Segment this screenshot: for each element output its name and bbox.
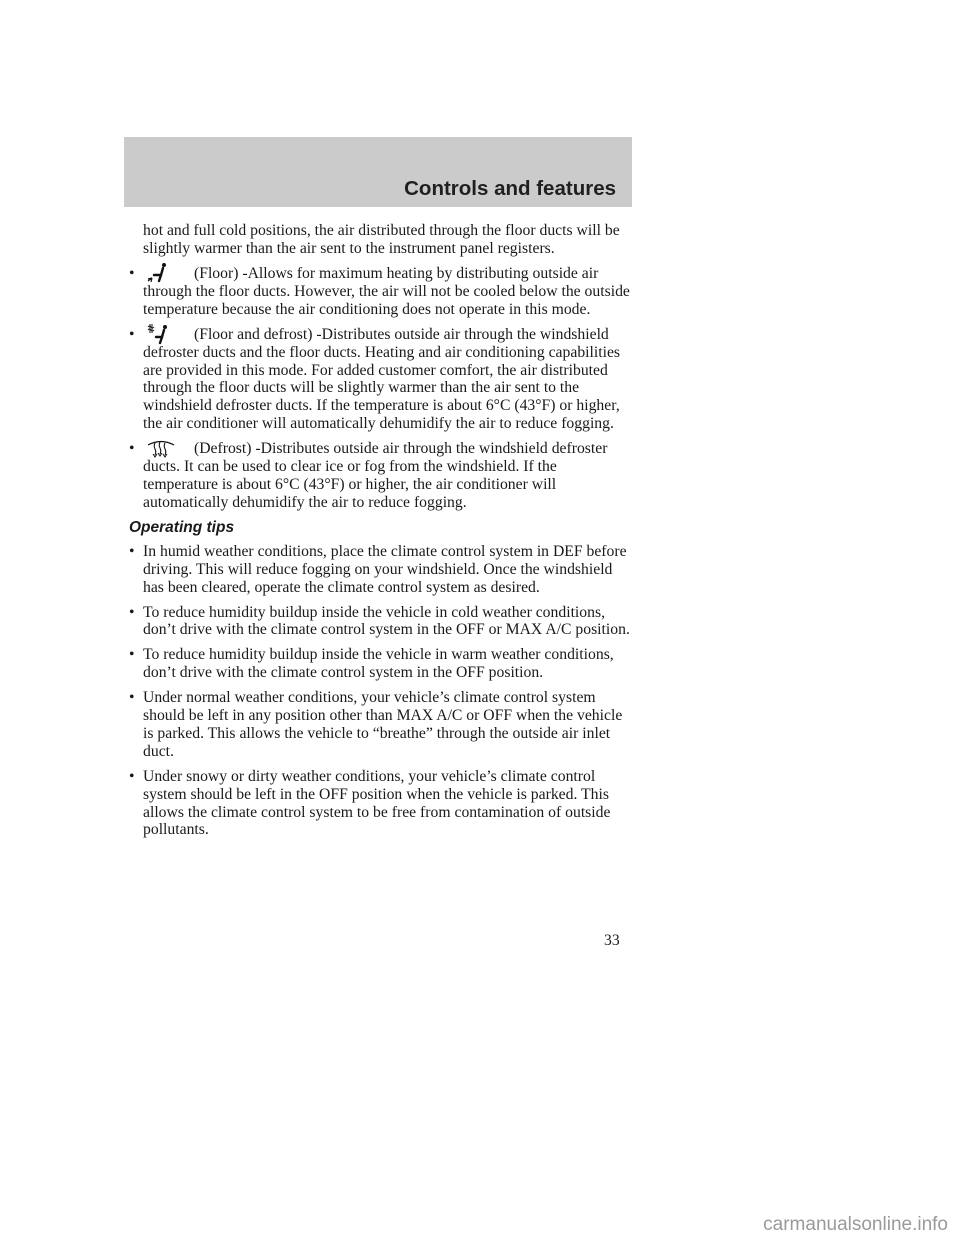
bullet-dot: • [129,689,135,707]
floor-defrost-icon [146,326,176,344]
mode-text: (Defrost) -Distributes outside air through the windshield defroster ducts. It can be used to clear ice or fog from the windshield. If the temperature is about 6°C (43°F) or higher, the air conditioner will automatically dehumidify the air to reduce fogging. [143,440,608,511]
tip-text: Under snowy or dirty weather conditions, your vehicle’s climate control system should be left in the OFF position when the vehicle is parked. This allows the climate control system to be free from contamination of outside pollutants. [143,767,611,839]
mode-item-floor-defrost [129,326,634,434]
tip-text: Under normal weather conditions, your vehicle’s climate control system should be left in any position other than MAX A/C or OFF when the vehicle is parked. This allows the vehicle to “breathe” through the outside air inlet duct. [143,689,623,760]
operating-tips-heading: Operating tips [129,518,235,536]
bullet-dot: • [129,646,135,664]
bullet-dot: • [129,767,135,785]
tip-item [129,604,634,640]
bullet-dot: • [129,542,135,560]
tip-text: In humid weather conditions, place the climate control system in DEF before driving. This will reduce fogging on your windshield. Once the windshield has been cleared, operate the climate control system as desired. [143,542,627,596]
bullet-dot: • [129,264,135,282]
floor-icon [146,265,176,283]
bullet-dot: • [129,325,135,343]
mode-item-floor [129,265,634,319]
intro-paragraph: hot and full cold positions, the air distributed through the floor ducts will be slightly warmer than the air sent to the instrument panel registers. [143,222,620,257]
tip-item [129,768,634,840]
section-title: Controls and features [404,177,616,200]
mode-text: (Floor and defrost) -Distributes outside air through the windshield defroster ducts and the floor ducts. Heating and air conditioning capabilities are provided in this mode. For added customer comfort, the air distributed through the floor ducts will be slightly warmer than the air sent to the windshield defroster ducts. If the temperature is about 6°C (43°F) or higher, the air conditioner will automatically dehumidify the air to reduce fogging. [143,325,621,433]
bullet-dot: • [129,603,135,621]
tip-item [129,689,634,761]
mode-item-defrost [129,440,634,512]
bullet-dot: • [129,440,135,458]
defrost-icon [146,440,176,458]
page-content [129,222,634,846]
tip-item [129,543,634,597]
section-header-band [124,137,632,207]
watermark-link[interactable]: carmanualsonline.info [763,1214,948,1235]
mode-text: (Floor) -Allows for maximum heating by distributing outside air through the floor ducts. However, the air will not be cooled below the outside temperature because the air conditioning does not operate in this mode. [143,264,630,318]
tip-text: To reduce humidity buildup inside the vehicle in warm weather conditions, don’t drive with the climate control system in the OFF position. [143,646,614,682]
page-number: 33 [604,932,620,949]
tip-text: To reduce humidity buildup inside the vehicle in cold weather conditions, don’t drive with the climate control system in the OFF or MAX A/C position. [143,603,630,639]
tip-item [129,646,634,682]
